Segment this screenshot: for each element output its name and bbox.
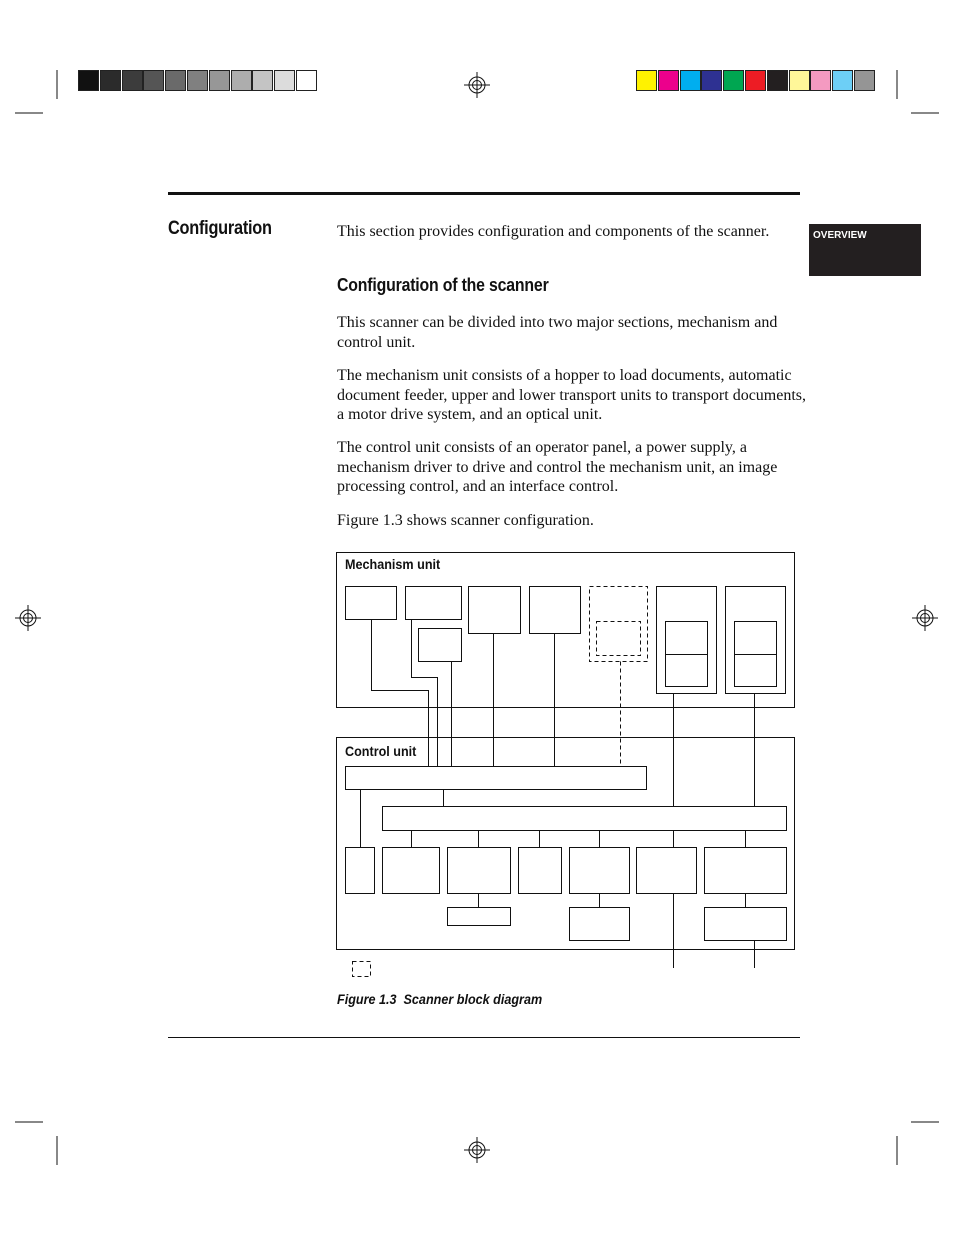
control-unit-label: Control unit [345,743,417,759]
control-block [448,908,511,926]
chapter-tab-label: OVERVIEW [813,230,867,241]
mechanism-block [406,587,462,620]
figure-caption: Figure 1.3 Scanner block diagram [337,991,543,1007]
paragraph-sections: This scanner can be divided into two major sections, mechanism and control unit. [337,314,778,351]
optional-mechanism-subblock [597,622,641,656]
mechanism-unit-label: Mechanism unit [345,556,441,572]
mechanism-block [346,587,397,620]
mechanism-block [419,629,462,662]
control-block [705,848,787,894]
control-block [346,767,647,790]
section-title: Configuration [168,218,272,239]
mechanism-block [530,587,581,634]
control-unit-frame [337,738,795,950]
optional-mechanism-block [590,587,648,662]
optional-legend-box [353,962,371,977]
control-block [705,908,787,941]
section-intro: This section provides configuration and components of the scanner. [337,223,770,240]
mechanism-block [469,587,521,634]
paragraph-mechanism: The mechanism unit consists of a hopper to load documents, automatic document feeder, upper and lower transport units to transport documents, a motor drive system, and an optical unit. [337,367,807,423]
paragraph-figure-ref: Figure 1.3 shows scanner configuration. [337,512,594,529]
control-block [448,848,511,894]
control-block [570,848,630,894]
paragraph-control: The control unit consists of an operator panel, a power supply, a mechanism driver to drive and control the mechanism unit, an image processing control, and an interface control. [337,439,778,495]
control-block [346,848,375,894]
control-block [383,848,440,894]
control-block [637,848,697,894]
subsection-title: Configuration of the scanner [337,275,549,295]
control-block [383,807,787,831]
control-block [519,848,562,894]
control-block [570,908,630,941]
